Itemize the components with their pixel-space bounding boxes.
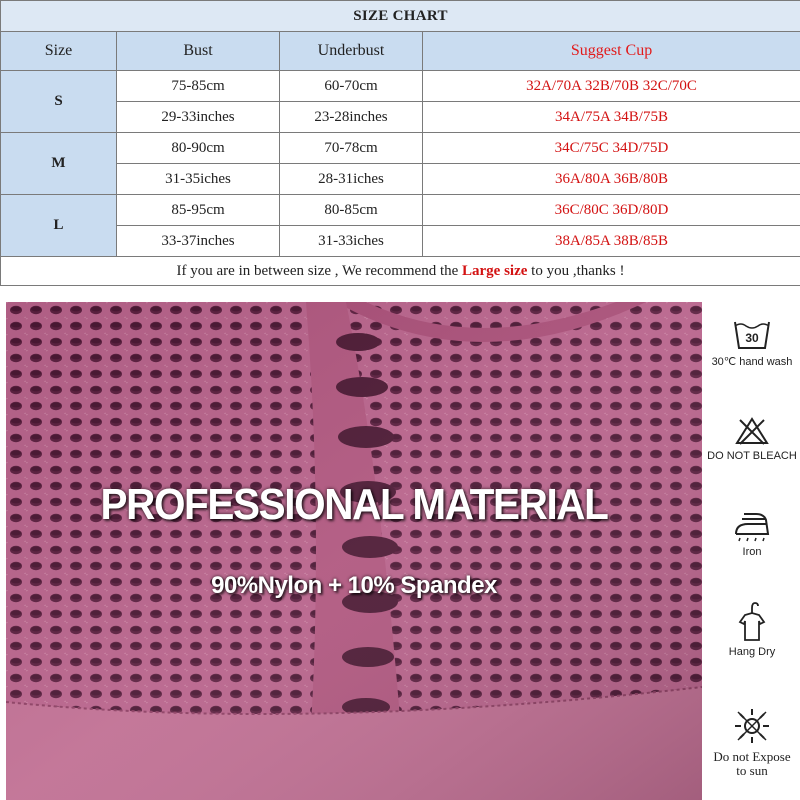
do-not-sun-label-line2: to sun — [736, 763, 768, 778]
note-text-before: If you are in between size , We recommend the — [176, 262, 463, 279]
mesh-fabric-illustration — [6, 302, 702, 800]
cup-s-2: 34A/75A 34B/75B — [423, 102, 800, 133]
bust-cm-s: 75-85cm — [117, 71, 280, 102]
cup-s-1: 32A/70A 32B/70B 32C/70C — [423, 71, 800, 102]
bust-in-s: 29-33inches — [117, 102, 280, 133]
underbust-in-m: 28-31iches — [280, 164, 423, 195]
material-headline: PROFESSIONAL MATERIAL — [100, 480, 608, 529]
cup-m-2: 36A/80A 36B/80B — [423, 164, 800, 195]
cup-m-1: 34C/75C 34D/75D — [423, 133, 800, 164]
hang-dry-label: Hang Dry — [728, 646, 776, 658]
do-not-bleach-label: DO NOT BLEACH — [707, 450, 797, 462]
care-do-not-expose-to-sun — [704, 706, 800, 778]
underbust-in-s: 23-28inches — [280, 102, 423, 133]
underbust-in-l: 31-33iches — [280, 226, 423, 257]
underbust-cm-l: 80-85cm — [280, 195, 423, 226]
size-l: L — [1, 195, 117, 257]
header-bust: Bust — [117, 32, 280, 71]
bust-cm-l: 85-95cm — [117, 195, 280, 226]
header-size: Size — [1, 32, 117, 71]
do-not-bleach-icon — [734, 416, 770, 446]
care-hand-wash — [704, 318, 800, 369]
cup-l-2: 38A/85A 38B/85B — [423, 226, 800, 257]
hand-wash-icon — [732, 318, 772, 352]
size-chart-title: SIZE CHART — [1, 1, 800, 32]
do-not-sun-label-line1: Do not Expose — [713, 749, 791, 764]
care-hang-dry — [704, 600, 800, 659]
underbust-cm-m: 70-78cm — [280, 133, 423, 164]
bust-cm-m: 80-90cm — [117, 133, 280, 164]
size-chart-table — [0, 0, 800, 286]
care-iron — [704, 508, 800, 559]
iron-label: Iron — [742, 546, 762, 558]
fabric-photo — [6, 302, 702, 800]
care-instructions-panel — [704, 302, 800, 800]
cup-l-1: 36C/80C 36D/80D — [423, 195, 800, 226]
underbust-cm-s: 60-70cm — [280, 71, 423, 102]
wash-temperature: 30 — [745, 331, 759, 345]
do-not-sun-label — [704, 750, 800, 778]
hang-dry-icon — [732, 600, 772, 642]
header-suggest-cup: Suggest Cup — [423, 32, 800, 71]
do-not-sun-icon — [732, 706, 772, 746]
material-composition: 90%Nylon + 10% Spandex — [211, 572, 497, 599]
header-underbust: Underbust — [280, 32, 423, 71]
hand-wash-label: 30℃ hand wash — [711, 356, 793, 368]
bust-in-m: 31-35iches — [117, 164, 280, 195]
bust-in-l: 33-37inches — [117, 226, 280, 257]
note-highlight: Large size — [462, 262, 528, 279]
note-text-after: to you ,thanks ! — [527, 262, 625, 279]
size-advice-note — [1, 257, 800, 286]
size-s: S — [1, 71, 117, 133]
iron-icon — [730, 508, 774, 542]
size-m: M — [1, 133, 117, 195]
care-do-not-bleach — [704, 416, 800, 463]
